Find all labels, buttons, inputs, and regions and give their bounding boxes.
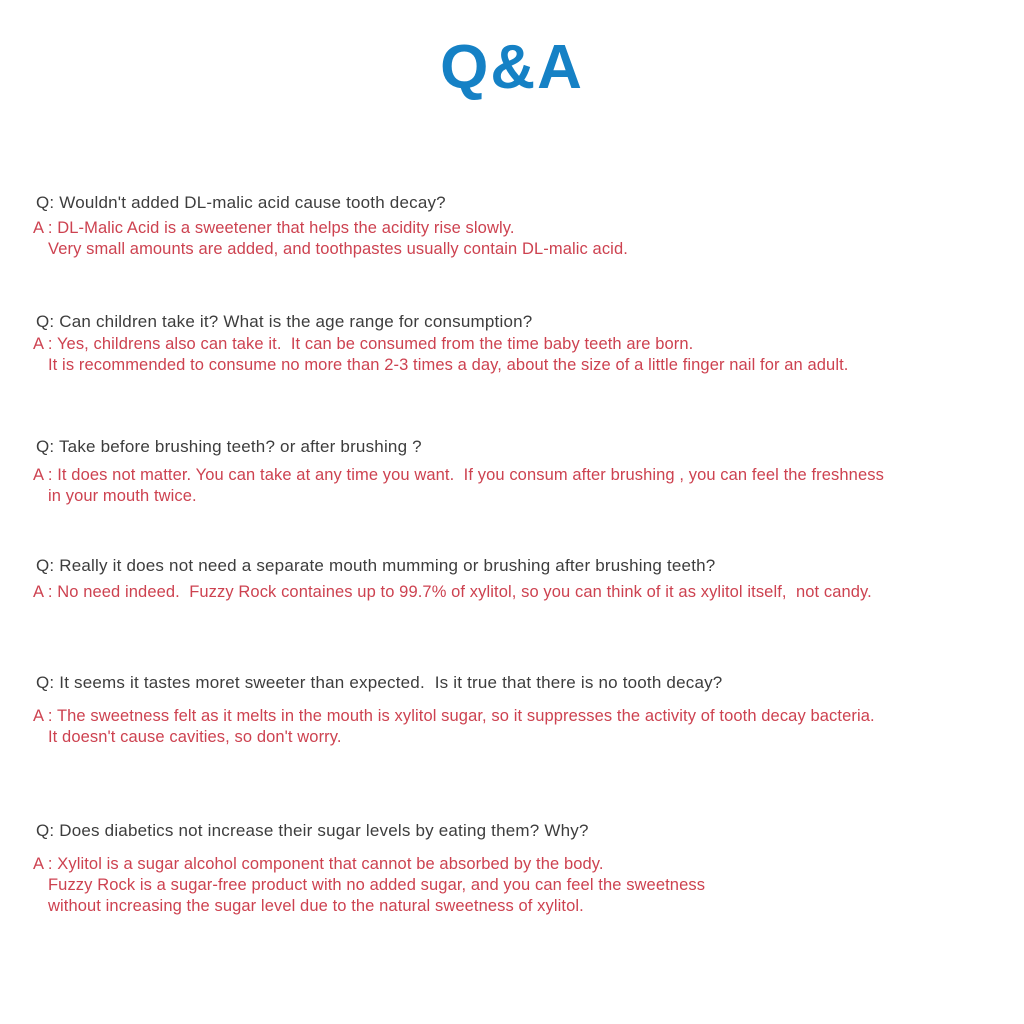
qa-block-6: [33, 820, 1014, 917]
answer-text: A : Yes, childrens also can take it. It can be consumed from the time baby teeth are born. It is recommended to consume no more than 2-3 times a day, about the size of a little finger nail for an adult.: [33, 335, 849, 374]
question-text: Q: Really it does not need a separate mouth mumming or brushing after brushing teeth?: [36, 556, 716, 575]
question-text: Q: Does diabetics not increase their sugar levels by eating them? Why?: [36, 821, 589, 840]
question-text: Q: Can children take it? What is the age range for consumption?: [36, 312, 533, 331]
answer-text: A : DL-Malic Acid is a sweetener that helps the acidity rise slowly. Very small amounts are added, and toothpastes usually contain DL-malic acid.: [33, 219, 628, 258]
qa-block-1: [33, 192, 1014, 260]
question-text: Q: Wouldn't added DL-malic acid cause tooth decay?: [36, 193, 446, 212]
question-text: Q: Take before brushing teeth? or after brushing ?: [36, 437, 422, 456]
question-text: Q: It seems it tastes moret sweeter than expected. Is it true that there is no tooth decay?: [36, 673, 723, 692]
answer-text: A : Xylitol is a sugar alcohol component that cannot be absorbed by the body. Fuzzy Rock is a sugar-free product with no added sugar, and you can feel the sweetness without increasing the sugar level due to the natural sweetness of xylitol.: [33, 855, 706, 915]
answer-text: A : It does not matter. You can take at any time you want. If you consum after brushing , you can feel the freshness in your mouth twice.: [33, 466, 884, 505]
page-title: Q&A: [440, 33, 584, 102]
answer-text: A : The sweetness felt as it melts in the mouth is xylitol sugar, so it suppresses the activity of tooth decay bacteria. It doesn't cause cavities, so don't worry.: [33, 707, 875, 746]
answer-text: A : No need indeed. Fuzzy Rock containes up to 99.7% of xylitol, so you can think of it as xylitol itself, not candy.: [33, 583, 872, 601]
qa-block-3: [33, 436, 1014, 507]
qa-block-5: [33, 672, 1014, 748]
qa-block-4: [33, 555, 1014, 603]
qa-block-2: [33, 311, 1014, 376]
